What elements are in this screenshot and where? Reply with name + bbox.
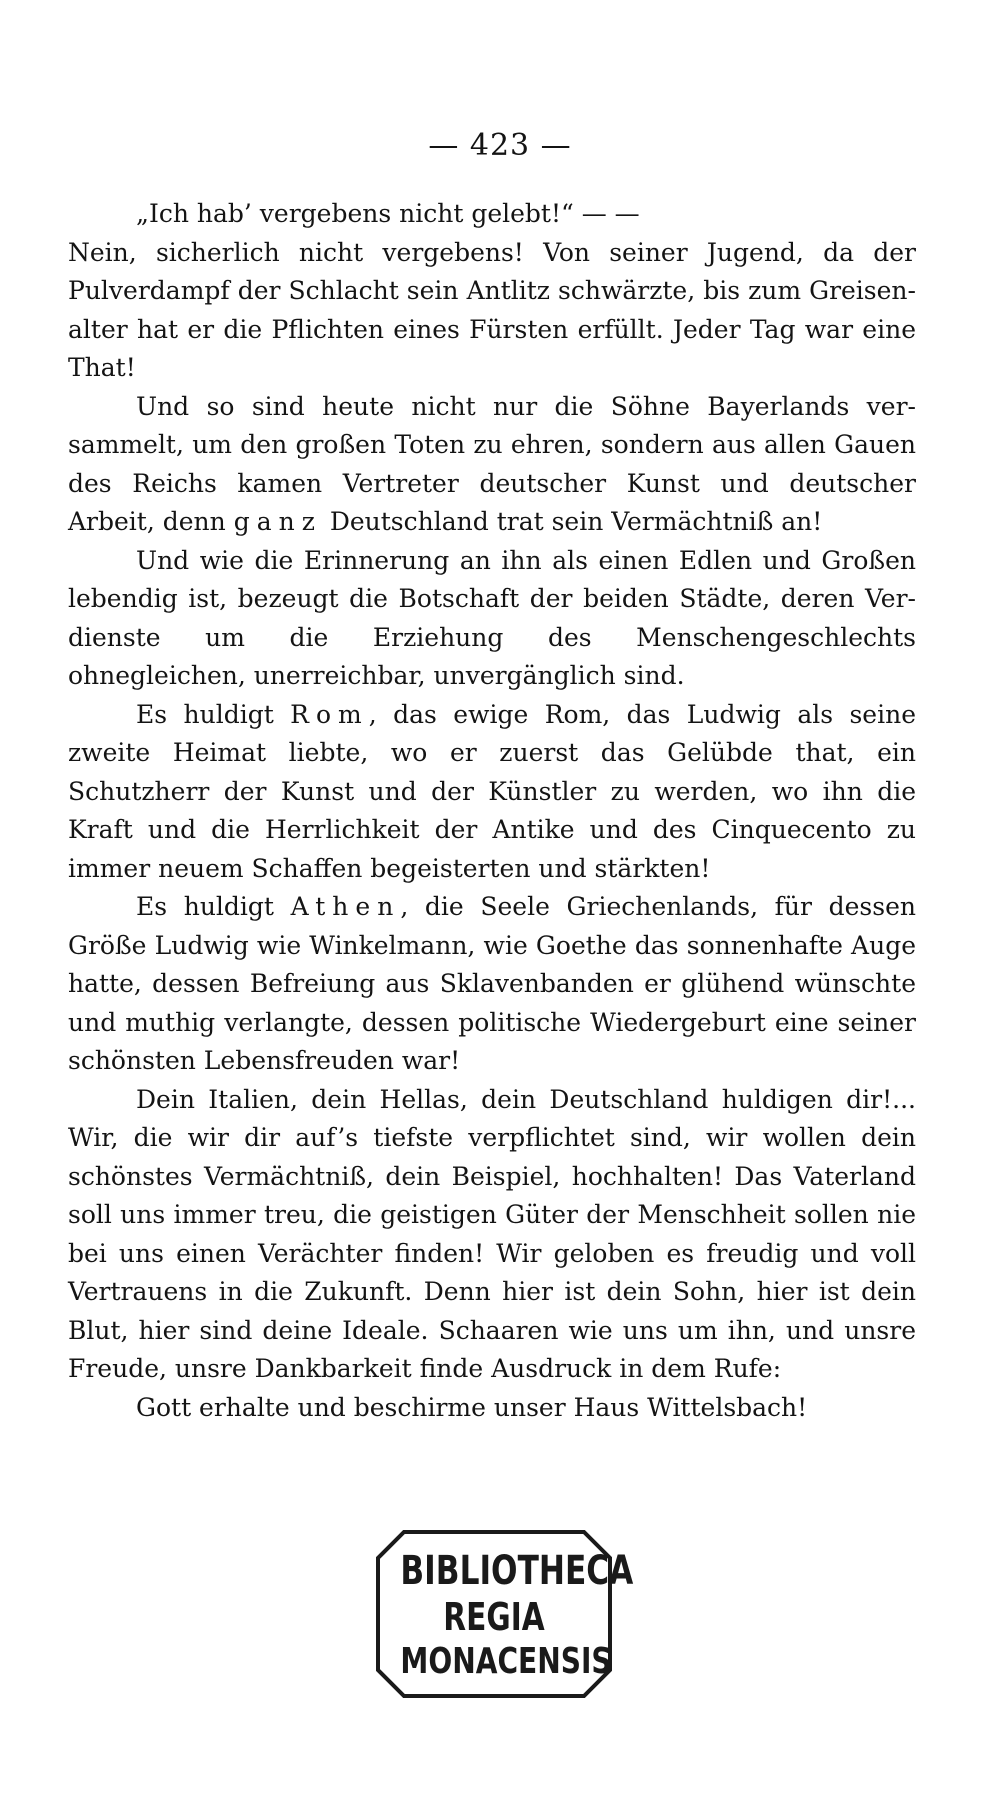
emphasized-word: ganz xyxy=(233,507,322,536)
paragraph: Und so sind heute nicht nur die Söhne Bayerlands versammelt, um den großen Toten zu ehren, sondern aus allen Gauen des Reichs kamen Vertreter deutscher Kunst und deutscher Arbeit, denn ganz Deutschland trat sein Vermächtniß an! xyxy=(68,391,916,536)
emphasized-word: Athen xyxy=(290,892,401,921)
paragraph: Dein Italien, dein Hellas, dein Deutschland huldigen dir!... Wir, die wir dir auf’s tiefste verpflichtet sind, wir wollen dein schönstes Vermächtniß, dein Beispiel, hochhalten! Das Vaterland soll uns immer treu, die geistigen Güter der Menschheit sollen nie bei uns einen Verächter finden! Wir geloben es freudig und voll Vertrauens in die Zukunft. Denn hier ist dein Sohn, hier ist dein Blut, hier sind deine Ideale. Schaaren wie uns um ihn, und unsre Freude, unsre Dankbarkeit finde Ausdruck in dem Rufe: xyxy=(68,1084,916,1383)
paragraph: Es huldigt Rom, das ewige Rom, das Ludwig als seine zweite Heimat liebte, wo er zuerst das Gelübde that, ein Schutzherr der Kunst und der Künstler zu werden, wo ihn die Kraft und die Herrlichkeit der Antike und des Cinquecento zu immer neuem Schaffen begeisterten und stärkten! xyxy=(68,699,916,883)
paragraph: Es huldigt Athen, die Seele Griechenlands, für dessen Größe Ludwig wie Winkelmann, wie Goethe das sonnenhafte Auge hatte, dessen Befreiung aus Sklavenbanden er glühend wünschte und muthig verlangte, dessen politische Wiedergeburt eine seiner schönsten Lebensfreuden war! xyxy=(68,892,916,1075)
closing-line: Gott erhalte und beschirme unser Haus Wittelsbach! xyxy=(136,1392,808,1422)
stamp-line: REGIA xyxy=(443,1595,545,1639)
page-number: — 423 — xyxy=(428,128,572,163)
paragraph: „Ich hab’ vergebens nicht gelebt!“ — — xyxy=(136,199,640,228)
stamp-line: BIBLIOTHECA xyxy=(400,1548,634,1594)
library-stamp xyxy=(374,1528,634,1700)
paragraph: Und wie die Erinnerung an ihn als einen Edlen und Großen lebendig ist, bezeugt die Botschaft der beiden Städte, deren Verdienste um die Erziehung des Menschengeschlechts ohnegleichen, unerreichbar, unvergänglich sind. xyxy=(68,545,916,690)
paragraph: Nein, sicherlich nicht vergebens! Von seiner Jugend, da der Pulverdampf der Schlacht sein Antlitz schwärzte, bis zum Greisenalter hat er die Pflichten eines Fürsten erfüllt. Jeder Tag war eine That! xyxy=(68,237,916,382)
stamp-line: MONACENSIS xyxy=(400,1641,612,1682)
body-text xyxy=(68,195,916,1427)
emphasized-word: Rom xyxy=(290,699,369,729)
